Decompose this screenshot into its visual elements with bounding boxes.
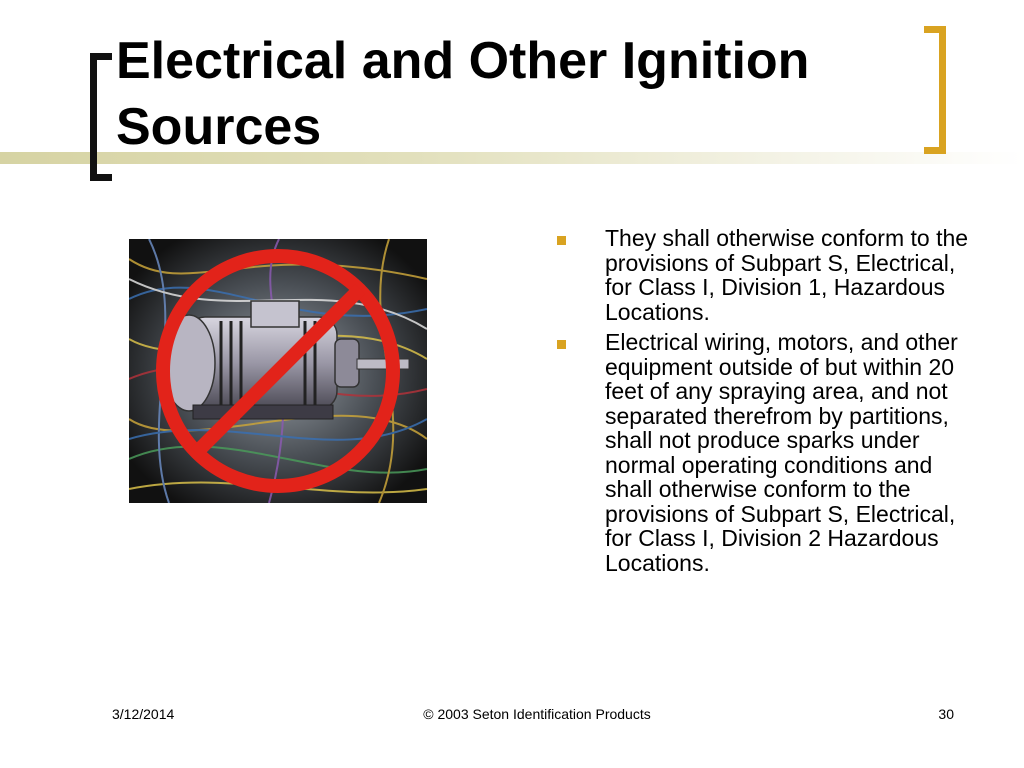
square-bullet-icon <box>557 236 566 245</box>
bullet-item <box>553 330 973 575</box>
slide-title: Electrical and Other Ignition Sources <box>116 32 810 156</box>
bullet-list <box>553 226 973 581</box>
right-bracket-decoration <box>924 26 946 154</box>
motor-prohibited-image <box>129 239 427 503</box>
bullet-text: They shall otherwise conform to the provisions of Subpart S, Electrical, for Class I, Division 1, Hazardous Locations. <box>605 225 969 325</box>
footer-date: 3/12/2014 <box>112 706 175 722</box>
bullet-item <box>553 226 973 324</box>
bullet-text: Electrical wiring, motors, and other equipment outside of but within 20 feet of any spraying area, and not separated therefrom by partitions, shall not produce sparks under normal operating conditions and shall otherwise conform to the provisions of Subpart S, Electrical, for Class I, Division 2 Hazardous Locations. <box>605 329 958 576</box>
left-bracket-decoration <box>90 53 112 181</box>
page-number: 30 <box>938 706 954 722</box>
footer-copyright: © 2003 Seton Identification Products <box>423 706 651 722</box>
motor-prohibited-icon <box>129 239 427 503</box>
square-bullet-icon <box>557 340 566 349</box>
